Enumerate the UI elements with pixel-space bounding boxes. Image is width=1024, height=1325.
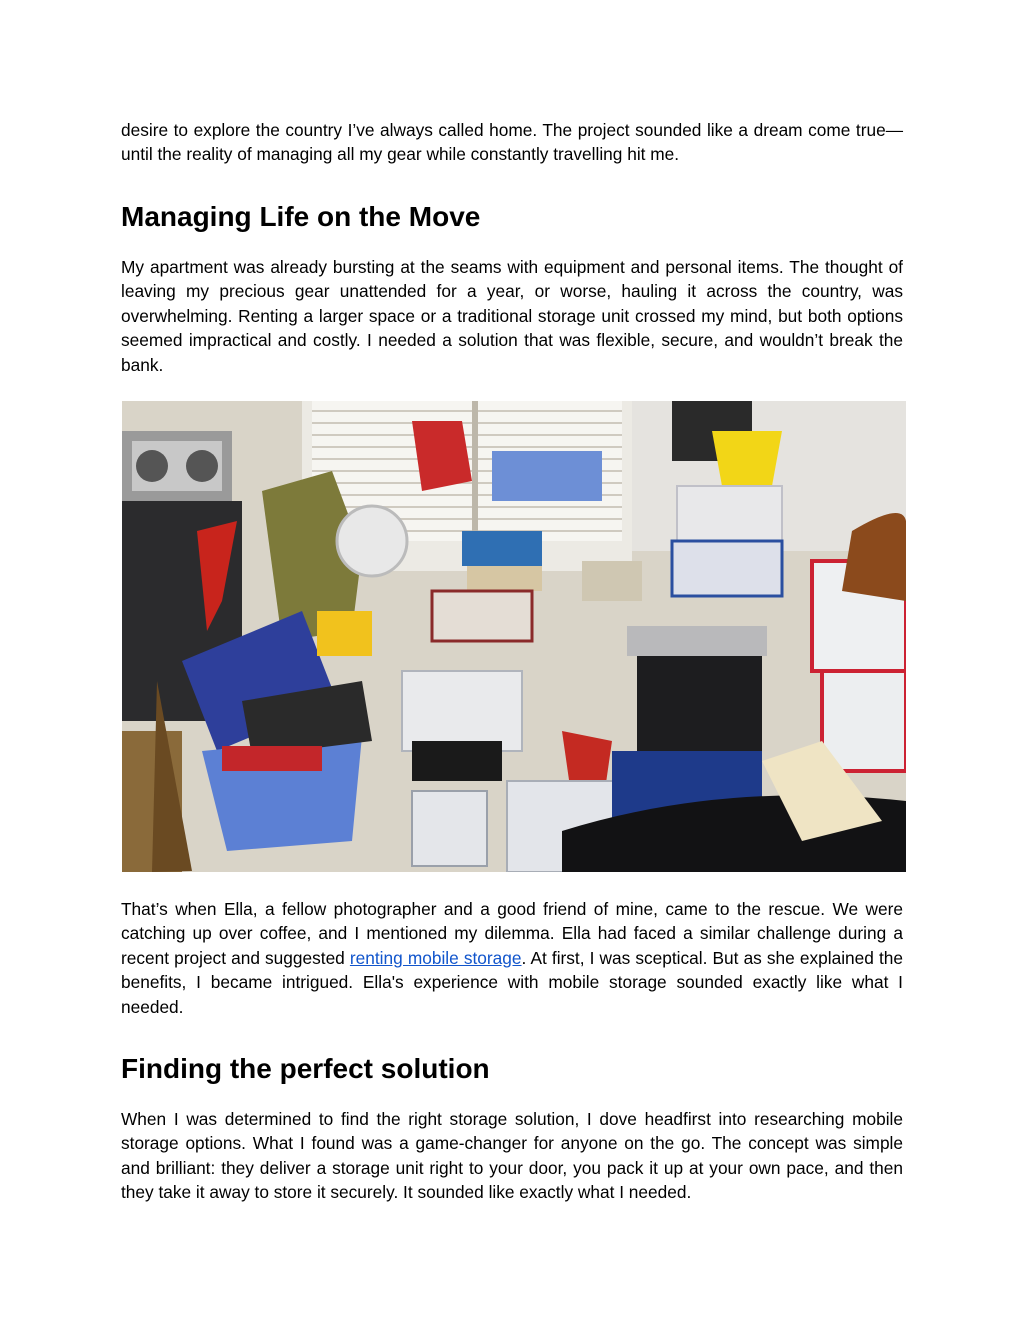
cluttered-room-photo bbox=[122, 401, 906, 872]
paragraph-ella-text-after: . At first, I was sceptical. But as she explained the benefits, I became intrigued. Ella's experience with mobile storage sounded exactly like what I needed. bbox=[121, 947, 904, 1017]
renting-mobile-storage-link[interactable]: renting mobile storage bbox=[349, 947, 522, 968]
paragraph-solution: When I was determined to find the right storage solution, I dove headfirst into researching mobile storage options. What I found was a game-changer for anyone on the go. The concept was simple and brilliant: they deliver a storage unit right to your door, you pack it up at your own pace, and then they take it away to store it securely. It sounded like exactly what I needed. bbox=[121, 1109, 903, 1203]
heading-finding-solution: Finding the perfect solution bbox=[121, 1053, 490, 1084]
heading-managing-life: Managing Life on the Move bbox=[121, 201, 481, 232]
paragraph-intro-continued: desire to explore the country I’ve always called home. The project sounded like a dream come true—until the reality of managing all my gear while constantly travelling hit me. bbox=[121, 120, 903, 165]
paragraph-ella-text-before: That’s when Ella, a fellow photographer and a good friend of mine, came to the rescue. We were catching up over coffee, and I mentioned my dilemma. Ella had faced a similar challenge during a recent project and suggested bbox=[121, 899, 903, 968]
paragraph-apartment: My apartment was already bursting at the seams with equipment and personal items. The thought of leaving my precious gear unattended for a year, or worse, hauling it across the country, was overwhelming. Renting a larger space or a traditional storage unit crossed my mind, but both options seemed impractical and costly. I needed a solution that was flexible, secure, and wouldn’t break the bank. bbox=[121, 257, 903, 375]
paragraph-ella bbox=[121, 897, 903, 1019]
